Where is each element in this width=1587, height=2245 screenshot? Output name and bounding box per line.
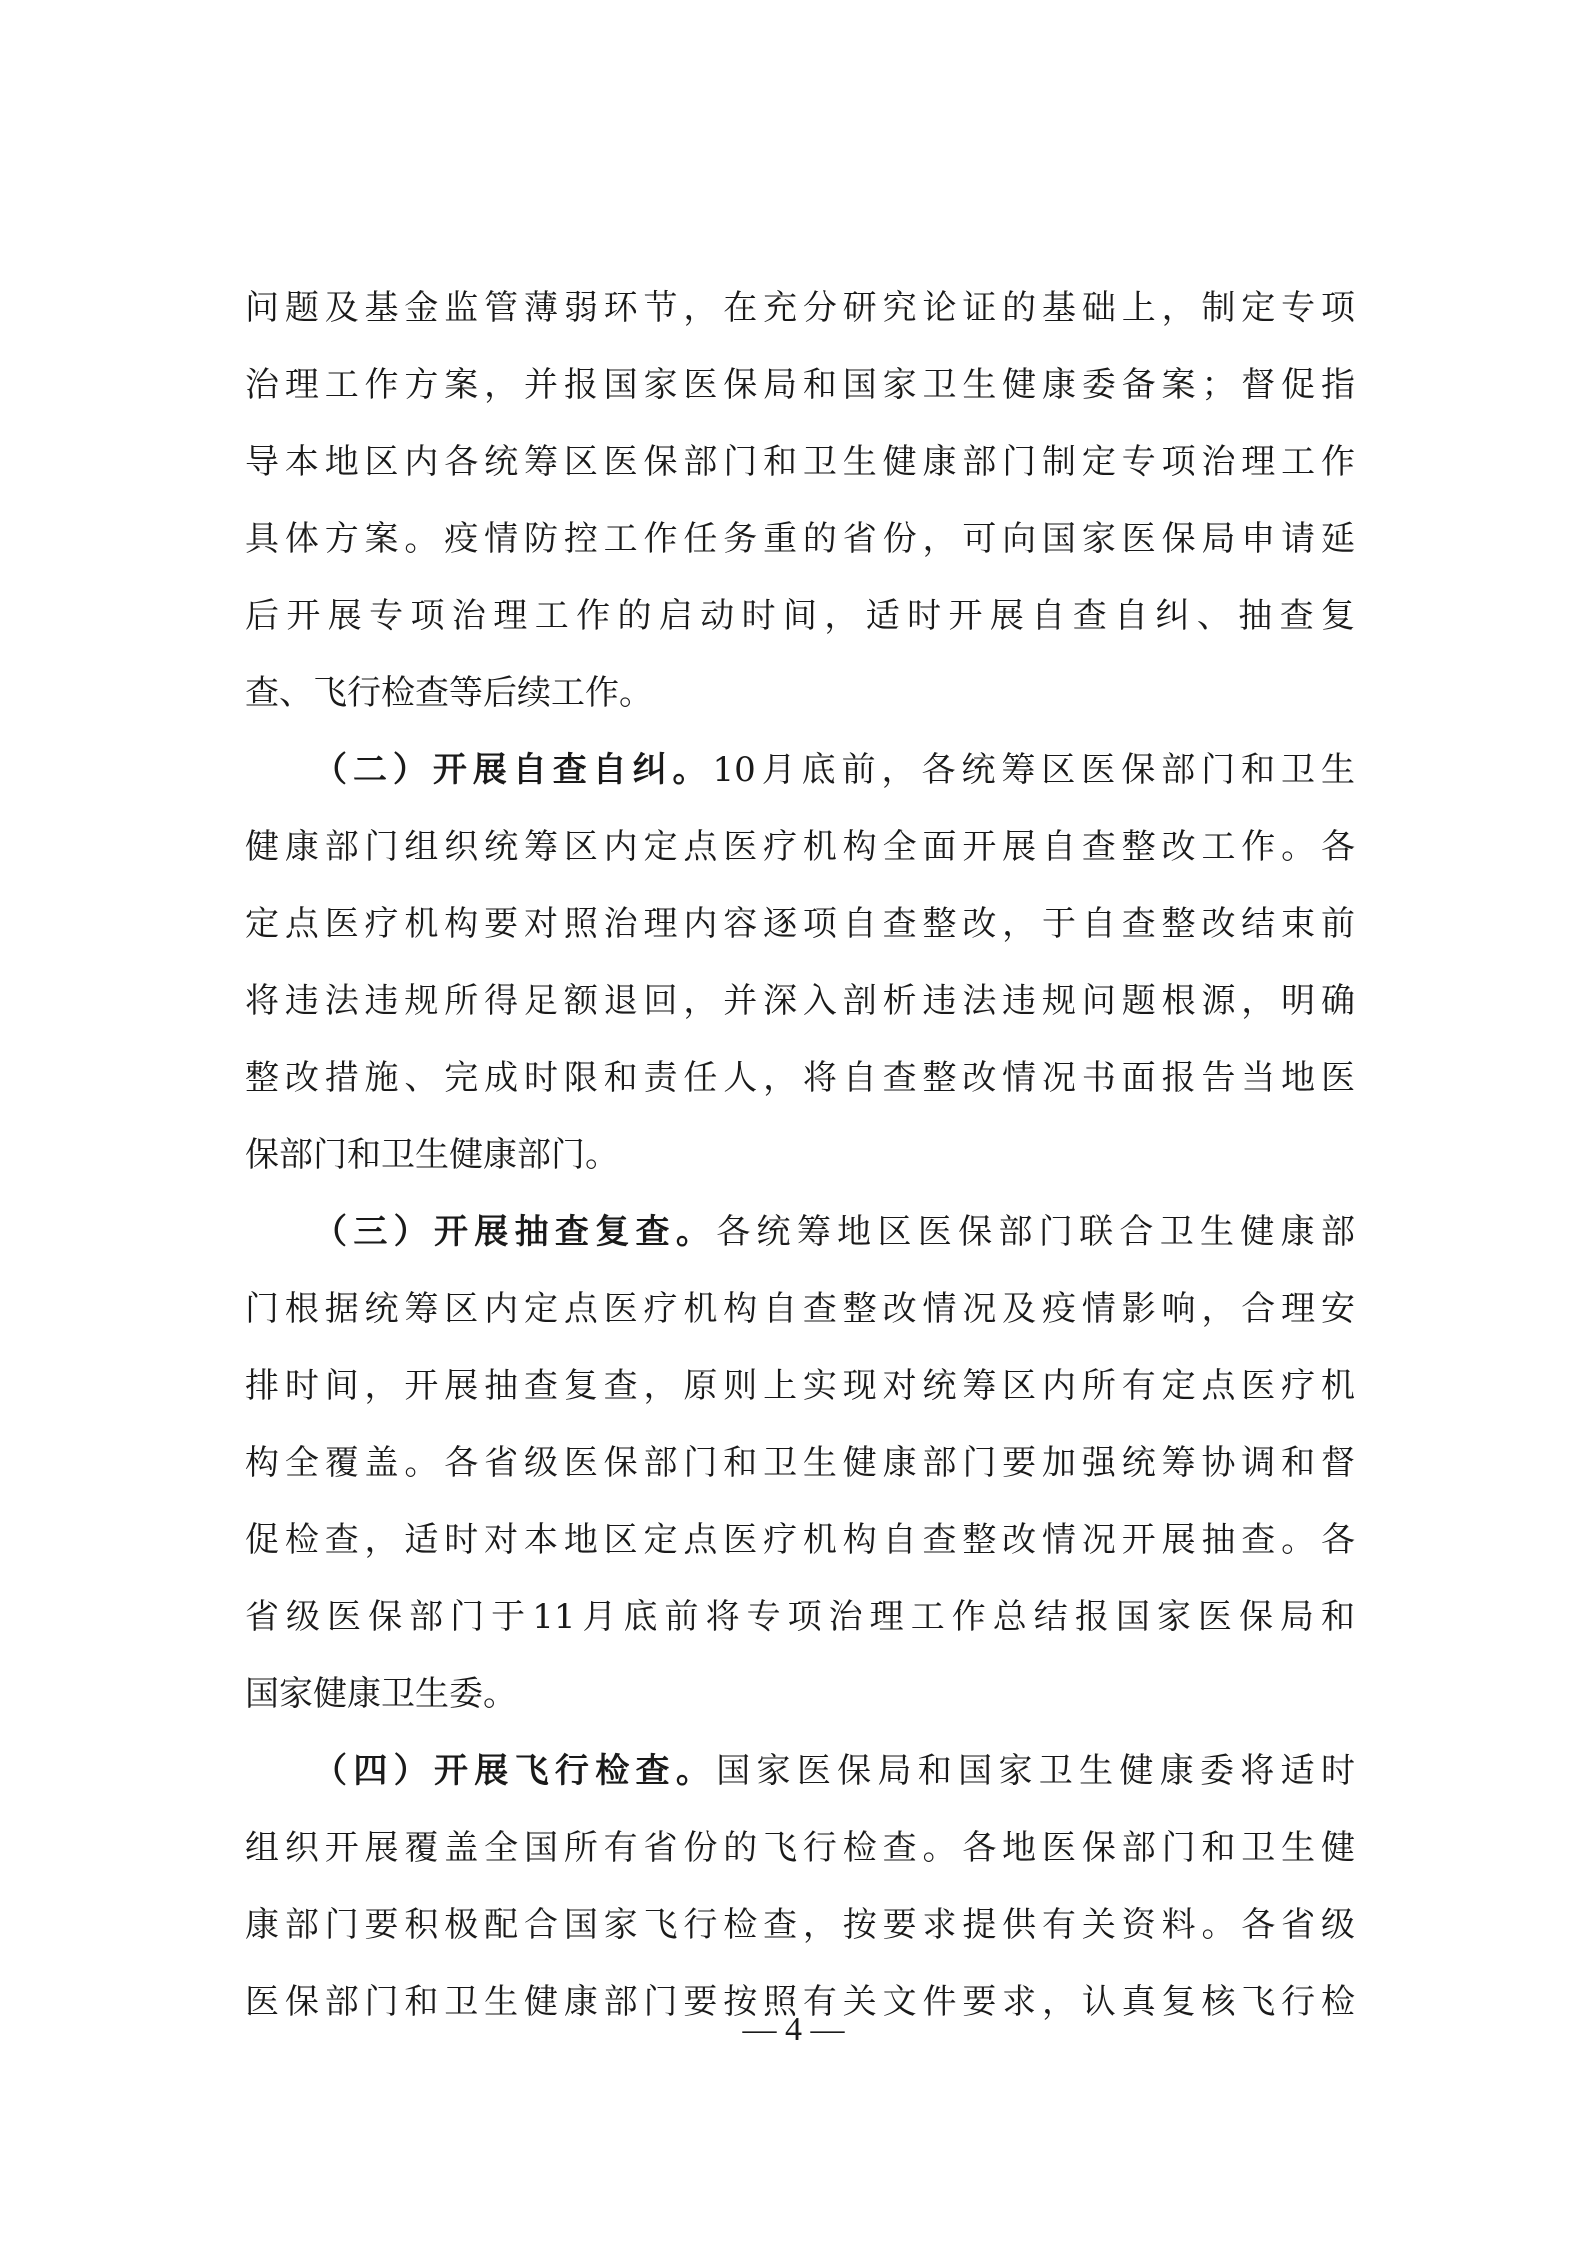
paragraph-line: 整改措施、完成时限和责任人，将自查整改情况书面报告当地医: [245, 1058, 1355, 1098]
paragraph-line: 后开展专项治理工作的启动时间，适时开展自查自纠、抽查复: [245, 596, 1355, 636]
page-number: — 4 —: [742, 2011, 845, 2048]
paragraph-line: 医保部门和卫生健康部门要按照有关文件要求，认真复核飞行检: [245, 1982, 1355, 2022]
section-first-line: [245, 1733, 1355, 1810]
section-first-line: [245, 1194, 1355, 1271]
section-text: 国家医保局和国家卫生健康委将适时: [716, 1751, 1355, 1791]
paragraph-line: 国家健康卫生委。: [245, 1674, 517, 1714]
paragraph-line: 构全覆盖。各省级医保部门和卫生健康部门要加强统筹协调和督: [245, 1443, 1355, 1483]
paragraph-line: 治理工作方案，并报国家医保局和国家卫生健康委备案；督促指: [245, 365, 1355, 405]
paragraph-line: 促检查，适时对本地区定点医疗机构自查整改情况开展抽查。各: [245, 1520, 1355, 1560]
paragraph-line: 具体方案。疫情防控工作任务重的省份，可向国家医保局申请延: [245, 519, 1355, 559]
section-heading-3: （三）开展抽查复查。: [313, 1212, 717, 1252]
paragraph-line: 导本地区内各统筹区医保部门和卫生健康部门制定专项治理工作: [245, 442, 1355, 482]
section-text: 10月底前，各统筹区医保部门和卫生: [712, 750, 1355, 790]
section-heading-4: （四）开展飞行检查。: [313, 1751, 717, 1791]
paragraph-line: 查、飞行检查等后续工作。: [245, 673, 653, 713]
section-text: 各统筹地区医保部门联合卫生健康部: [716, 1212, 1355, 1252]
paragraph-line: 保部门和卫生健康部门。: [245, 1135, 619, 1175]
section-heading-2: （二）开展自查自纠。: [313, 750, 713, 790]
paragraph-line: 省级医保部门于11月底前将专项治理工作总结报国家医保局和: [245, 1597, 1355, 1637]
paragraph-line: 将违法违规所得足额退回，并深入剖析违法违规问题根源，明确: [245, 981, 1355, 1021]
paragraph-line: 门根据统筹区内定点医疗机构自查整改情况及疫情影响，合理安: [245, 1289, 1355, 1329]
paragraph-line: 康部门要积极配合国家飞行检查，按要求提供有关资料。各省级: [245, 1905, 1355, 1945]
section-first-line: [245, 732, 1355, 809]
body-text: [245, 270, 1355, 2041]
paragraph-line: 问题及基金监管薄弱环节，在充分研究论证的基础上，制定专项: [245, 288, 1355, 328]
paragraph-line: 组织开展覆盖全国所有省份的飞行检查。各地医保部门和卫生健: [245, 1828, 1355, 1868]
paragraph-line: 排时间，开展抽查复查，原则上实现对统筹区内所有定点医疗机: [245, 1366, 1355, 1406]
paragraph-line: 定点医疗机构要对照治理内容逐项自查整改，于自查整改结束前: [245, 904, 1355, 944]
paragraph-line: 健康部门组织统筹区内定点医疗机构全面开展自查整改工作。各: [245, 827, 1355, 867]
